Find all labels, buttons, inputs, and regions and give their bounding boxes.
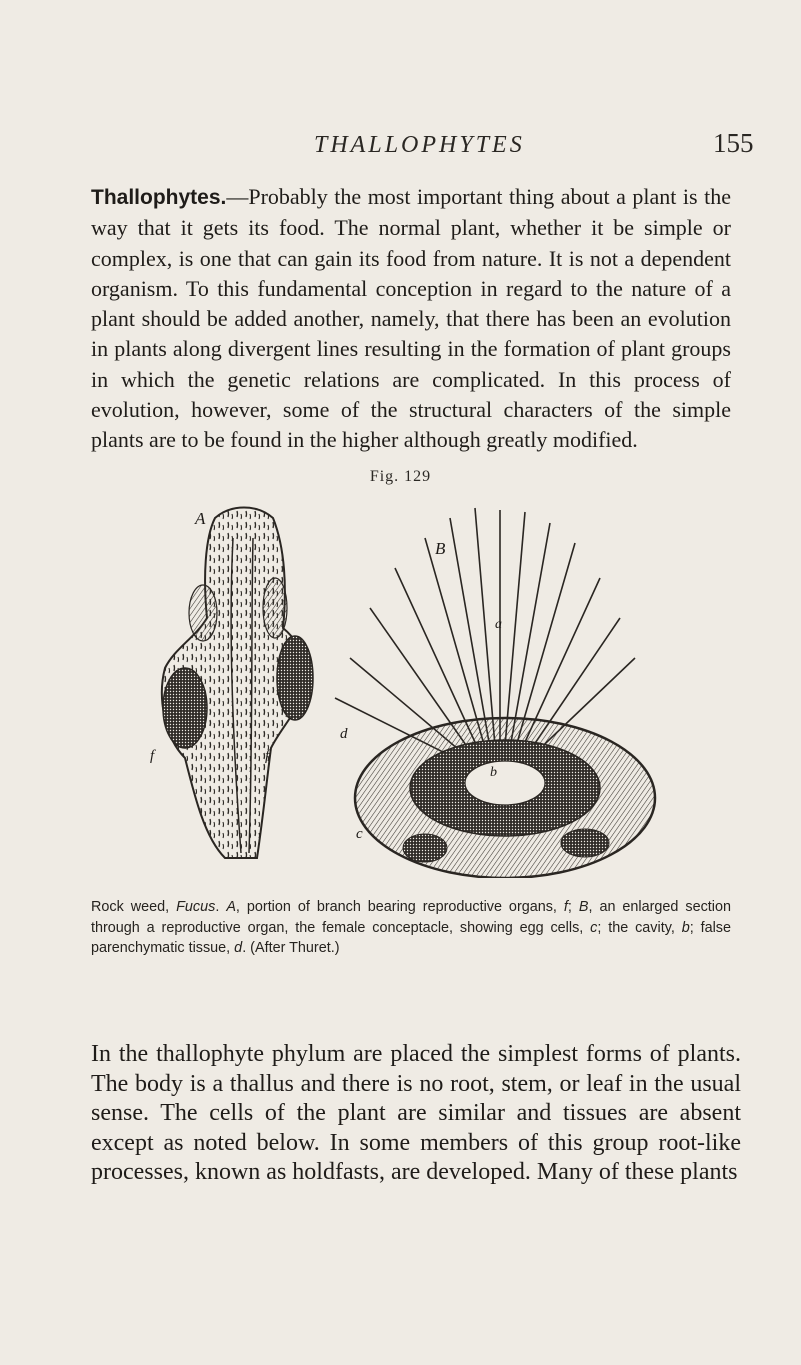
caption-letter-a: A	[226, 899, 236, 915]
caption-text: ; false parenchymatic tissue,	[91, 919, 731, 956]
caption-text: , an enlarged section through a reproductive organ, the female conceptacle, showing egg cells,	[91, 899, 732, 936]
caption-text: ; the cavity,	[597, 919, 682, 936]
caption-letter-f: f	[563, 899, 568, 915]
label-d: d	[340, 726, 348, 742]
paragraph-thallophytes	[91, 182, 731, 456]
label-c: c	[356, 826, 363, 842]
paragraph-thallophyte-phylum: In the thallophyte phylum are placed the simplest forms of plants. The body is a thallus and there is no root, stem, or leaf in the usual sense. The cells of the plant are similar and tissues are absent except as noted below. In some members of this group root-like processes, known as holdfasts, are developed. Many of these plants	[91, 1041, 741, 1186]
figure-caption	[91, 897, 731, 959]
paragraph-body: —Probably the most important thing about a plant is the way that it gets its food. The normal plant, whether it be simple or complex, is one that can gain its food from nature. It is not a dependent organism. To this fundamental conception in regard to the nature of a plant should be added another, namely, that there has been an evolution in plants along divergent lines resulting in the formation of plant groups in which the genetic relations are complicated. In this process of evolution, however, some of the structural characters of the simple plants are to be found in the higher although greatly modified.	[91, 184, 731, 453]
figure-fucus-illustration	[145, 498, 690, 878]
caption-text: . (After Thuret.)	[242, 940, 340, 956]
label-b-lower: b	[490, 765, 497, 780]
page-number: 155	[713, 128, 754, 158]
label-f-right: f	[265, 748, 270, 764]
running-head	[0, 128, 801, 164]
label-f-left: f	[150, 748, 155, 764]
label-a-upper: A	[195, 509, 206, 528]
caption-text: Rock weed,	[91, 899, 177, 915]
panel-b-conceptacle	[335, 508, 655, 878]
caption-text: ;	[567, 899, 579, 915]
caption-letter-b-lower: b	[681, 919, 690, 936]
caption-text: .	[215, 899, 227, 915]
running-title: THALLOPHYTES	[314, 132, 525, 158]
label-a-lower: a	[495, 617, 502, 632]
caption-letter-d: d	[234, 940, 243, 956]
caption-genus: Fucus	[176, 899, 216, 915]
caption-text: , portion of branch bearing reproductive organs,	[235, 899, 564, 915]
fucus-engraving	[145, 498, 690, 878]
figure-label: Fig. 129	[369, 468, 432, 485]
panel-a-branch	[162, 508, 313, 859]
label-b-upper: B	[435, 539, 446, 558]
caption-letter-b: B	[578, 899, 589, 915]
caption-letter-c: c	[590, 919, 598, 936]
paragraph-lead: Thallophytes.	[91, 186, 227, 209]
